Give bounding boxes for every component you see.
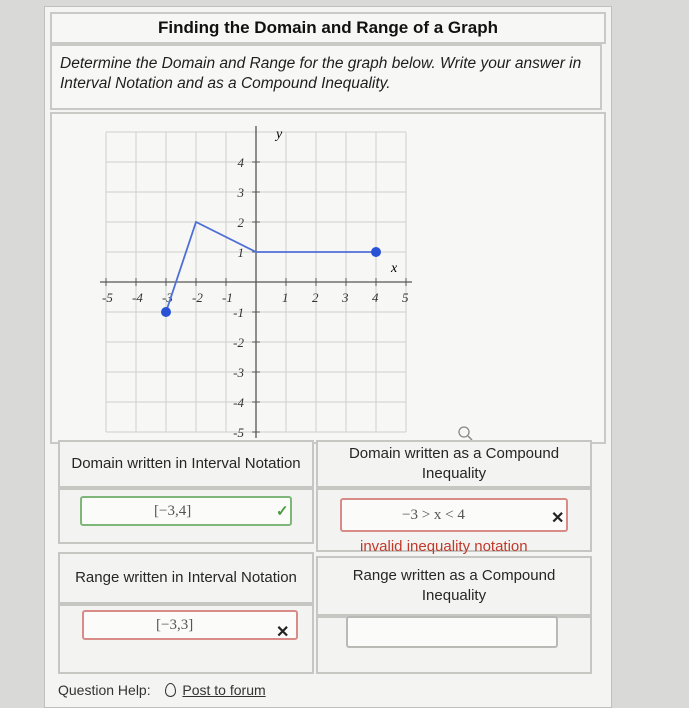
forum-icon[interactable] <box>165 683 176 697</box>
domain-compound-label-1: Domain written as a Compound <box>348 445 560 462</box>
instructions <box>50 44 602 110</box>
question-help <box>58 682 266 698</box>
incorrect-x-icon: ✕ <box>276 624 290 641</box>
endpoint-dot <box>371 247 381 257</box>
y-tick-label: 1 <box>237 245 244 260</box>
axes <box>100 126 412 438</box>
domain-compound-label-cell <box>316 440 592 488</box>
y-tick-label: -2 <box>233 335 244 350</box>
x-tick-label: -1 <box>222 290 233 305</box>
instructions-line-2: Interval Notation and as a Compound Inequality. <box>60 75 391 92</box>
x-tick-label: 3 <box>342 290 349 305</box>
y-tick-label: -5 <box>233 425 244 440</box>
x-tick-label: -2 <box>192 290 203 305</box>
range-compound-label-2: Inequality <box>421 587 487 604</box>
y-tick-label: 4 <box>237 155 244 170</box>
range-compound-label-1: Range written as a Compound <box>352 567 556 584</box>
y-tick-label: 3 <box>237 185 244 200</box>
domain-interval-label: Domain written in Interval Notation <box>71 455 301 472</box>
instructions-line-1: Determine the Domain and Range for the graph below. Write your answer in <box>60 55 582 72</box>
magnify-icon[interactable] <box>459 427 472 440</box>
x-tick-label: 2 <box>312 290 319 305</box>
y-tick-label: -1 <box>233 305 244 320</box>
domain-compound-label-2: Inequality <box>421 465 487 482</box>
range-interval-label: Range written in Interval Notation <box>75 569 297 586</box>
range-interval-label-cell <box>58 552 314 604</box>
domain-interval-value: [−3,4] <box>154 503 192 519</box>
x-tick-label: -3 <box>162 290 173 305</box>
incorrect-x-icon: ✕ <box>551 510 565 527</box>
x-tick-label: 1 <box>282 290 289 305</box>
domain-interval-input[interactable] <box>80 496 292 526</box>
coordinate-graph <box>52 114 604 442</box>
range-interval-input[interactable] <box>82 610 298 640</box>
question-help-label: Question Help: <box>58 682 151 698</box>
graph-panel <box>50 112 606 444</box>
x-tick-label: 5 <box>402 290 409 305</box>
x-tick-label: -4 <box>132 290 143 305</box>
x-tick-label: -5 <box>102 290 113 305</box>
y-tick-label: -4 <box>233 395 244 410</box>
domain-compound-error: invalid inequality notation <box>360 538 528 555</box>
domain-compound-value: −3 > x < 4 <box>402 507 465 523</box>
correct-check-icon: ✓ <box>276 503 289 520</box>
question-title <box>50 12 606 44</box>
x-axis-label: x <box>391 261 398 276</box>
domain-compound-input[interactable] <box>340 498 568 532</box>
endpoint-dot <box>161 307 171 317</box>
question-title-text: Finding the Domain and Range of a Graph <box>157 18 498 37</box>
y-axis-label: y <box>276 127 283 142</box>
range-compound-input[interactable] <box>346 616 558 648</box>
domain-interval-label-cell <box>58 440 314 488</box>
y-tick-label: -3 <box>233 365 244 380</box>
range-compound-label-cell <box>316 556 592 616</box>
post-to-forum-link[interactable]: Post to forum <box>182 682 266 698</box>
x-tick-label: 4 <box>372 290 379 305</box>
y-tick-label: 2 <box>237 215 244 230</box>
range-interval-value: [−3,3] <box>156 617 194 633</box>
